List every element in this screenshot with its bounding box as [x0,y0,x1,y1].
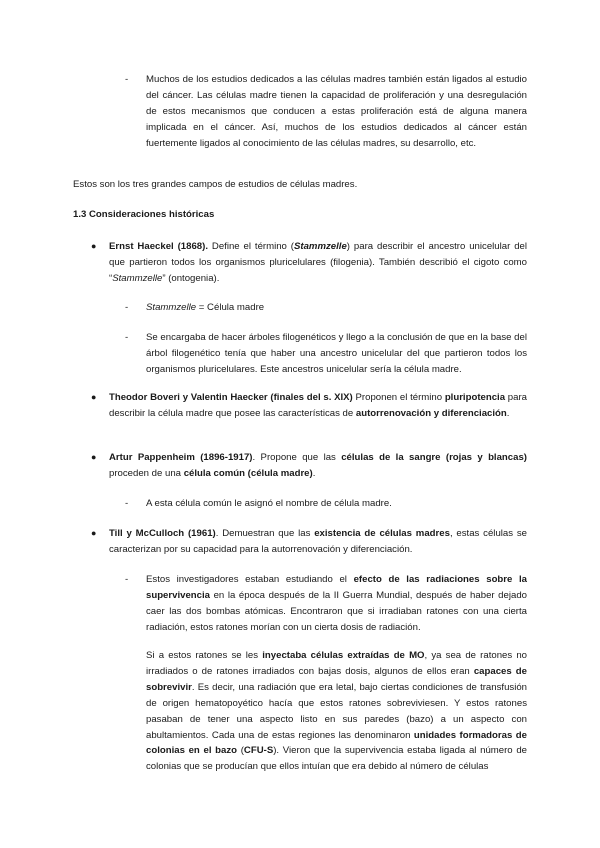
dash-marker: - [125,332,129,343]
till-sub1: Estos investigadores estaban estudiando el efecto de las radiaciones sobre la supervivencia en la época después de la II Guerra Mundial, después de haber dejado caer las dos bombas atómicas. Encontraron que si irradiaban ratones con una cierta radiación, estos ratones morían con un cierta dosis de radiación. [146,574,527,633]
bullet-haeckel: Ernst Haeckel (1868). Define el término (Stammzelle) para describir el ancestro unicelular del que partieron todos los organismos pluricelulares (filogenia). También describió el cigoto como “Stammzelle” (ontogenia). [109,241,527,284]
dash-marker: - [125,498,129,509]
pappenheim-sub1: A esta célula común le asignó el nombre de célula madre. [146,498,392,509]
haeckel-term: Stammzelle [294,241,347,252]
section-heading: 1.3 Consideraciones históricas [73,209,215,220]
haeckel-sub1: Stammzelle = Célula madre [146,302,265,313]
summary-paragraph: Estos son los tres grandes campos de estudios de células madres. [73,179,358,190]
intro-paragraph: Muchos de los estudios dedicados a las células madres también están ligados al estudio del cáncer. Las células madre tienen la capacidad de proliferación y una desregulación de estos mecanismos que conducen a estas proliferación está de alguna manera implicada en el cáncer. Así, muchos de los estudios dedicados al cáncer están fuertemente ligados al conocimiento de las células madres, su desarrollo, etc. [146,74,527,149]
dash-marker: - [125,74,129,85]
bullet-icon: ● [91,528,97,538]
dash-marker: - [125,302,129,313]
dash-marker: - [125,574,129,585]
haeckel-sub2: Se encargaba de hacer árboles filogenéticos y llego a la conclusión de que en la base del árbol filogenético tenía que haber una ancestro unicelular del que partieron todos los organismos pluricelulares. Este ancestros unicelular sería la célula madre. [146,332,527,375]
bullet-icon: ● [91,241,97,251]
bullet-pappenheim: Artur Pappenheim (1896-1917). Propone que las células de la sangre (rojas y blancas) proceden de una célula común (célula madre). [109,452,527,479]
bullet-icon: ● [91,452,97,462]
bullet-boveri: Theodor Boveri y Valentin Haecker (finales del s. XIX) Proponen el término pluripotencia para describir la célula madre que posee las características de autorrenovación y diferenciación. [109,392,527,419]
bullet-till: Till y McCulloch (1961). Demuestran que las existencia de células madres, estas células se caracterizan por su capacidad para la autorrenovación y diferenciación. [109,528,527,555]
bullet-icon: ● [91,392,97,402]
till-paragraph-2: Si a estos ratones se les inyectaba células extraídas de MO, ya sea de ratones no irradiados o de ratones irradiados con bajas dosis, algunos de ellos eran capaces de sobrevivir. Es decir, una radiación que era letal, bajo ciertas condiciones de transfusión de origen hematopoyético hacía que estos ratones sobreviviesen. Y estos ratones pasaban de tener una aspecto listo en sus paredes (bazo) a un aspecto con abultamientos. Cada una de estas regiones las denominaron unidades formadoras de colonias en el bazo (CFU-S). Vieron que la supervivencia estaba ligada al número de colonias que se producían que ellos intuían que era debido al número de células [146,650,528,773]
haeckel-name: Ernst Haeckel (1868). [109,241,208,252]
